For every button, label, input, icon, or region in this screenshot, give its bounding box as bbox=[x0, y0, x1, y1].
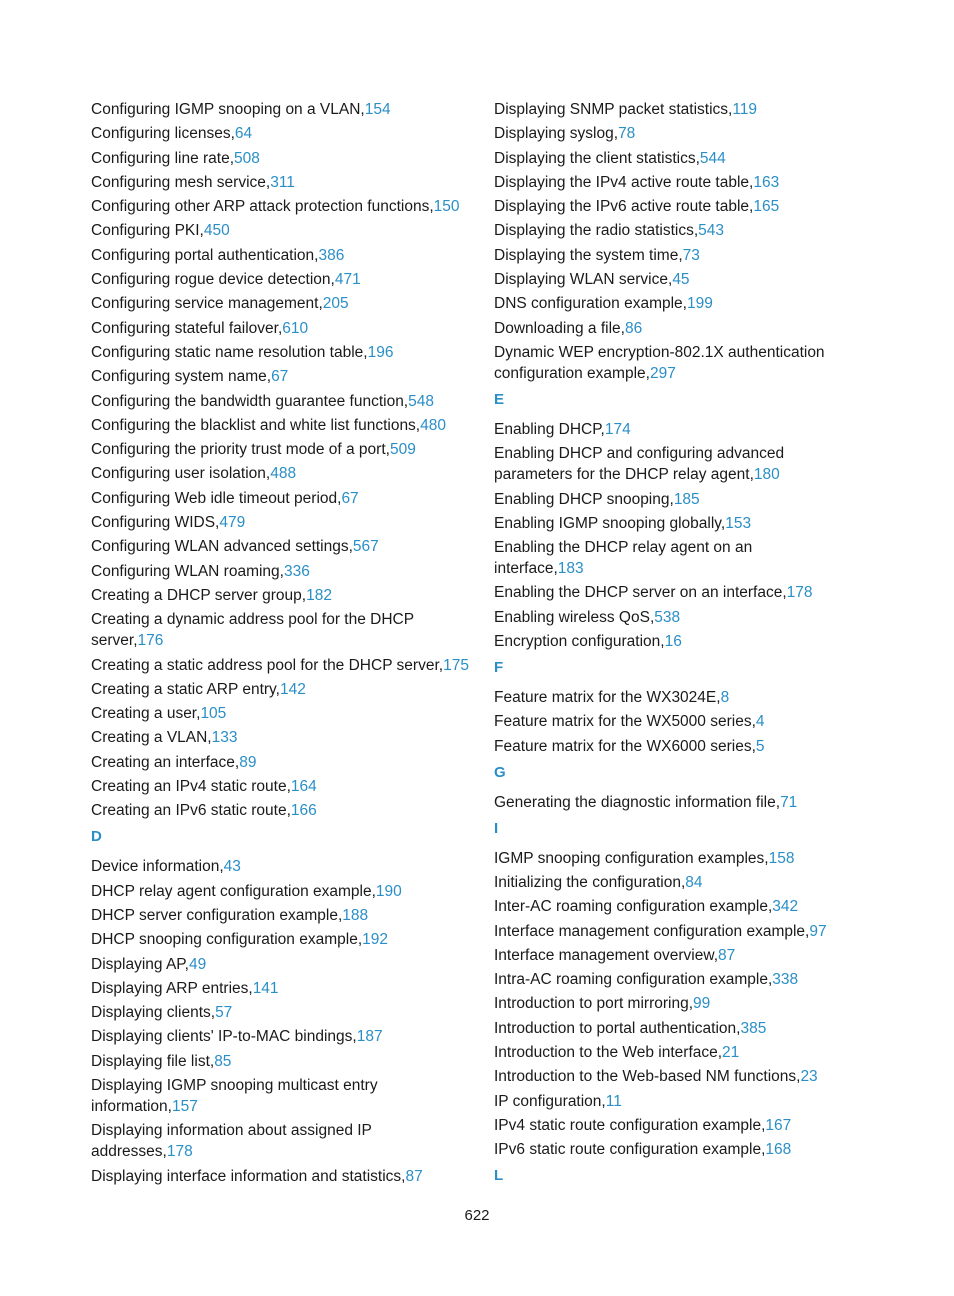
index-entry bbox=[494, 993, 839, 1014]
index-entry-text: Dynamic WEP encryption-802.1X authentication configuration example, bbox=[494, 343, 825, 382]
index-letter-heading: E bbox=[494, 390, 505, 408]
index-letter-heading: F bbox=[494, 659, 504, 677]
index-entry-text: Configuring the priority trust mode of a port, bbox=[91, 441, 390, 459]
index-entry-text: Configuring user isolation, bbox=[91, 465, 271, 483]
index-entry-page-link[interactable]: 479 bbox=[219, 514, 246, 532]
index-entry-page-link[interactable]: 71 bbox=[780, 793, 798, 811]
index-entry-page-link[interactable]: 86 bbox=[624, 319, 643, 337]
index-entry-page-link[interactable]: 450 bbox=[203, 222, 230, 240]
index-entry bbox=[91, 752, 471, 773]
index-entry-text: Enabling the DHCP relay agent on an interface, bbox=[494, 539, 753, 578]
index-entry-text: Feature matrix for the WX5000 series, bbox=[494, 713, 756, 731]
index-entry bbox=[91, 1075, 471, 1117]
index-entry bbox=[91, 609, 471, 651]
index-entry-text: Feature matrix for the WX3024E, bbox=[494, 689, 721, 707]
index-entry-page-link[interactable]: 176 bbox=[137, 632, 164, 650]
index-entry-page-link[interactable]: 133 bbox=[211, 729, 238, 747]
index-entry bbox=[494, 896, 839, 917]
index-entry bbox=[91, 881, 471, 902]
index-entry-text: Configuring portal authentication, bbox=[91, 246, 319, 264]
index-column-left bbox=[91, 99, 471, 1190]
index-entry-page-link[interactable]: 178 bbox=[786, 584, 813, 602]
index-entry-text: Introduction to the Web interface, bbox=[494, 1044, 723, 1062]
index-entry bbox=[494, 489, 839, 510]
index-entry bbox=[91, 585, 471, 606]
index-entry-page-link[interactable]: 610 bbox=[282, 319, 309, 337]
index-entry-text: Displaying the client statistics, bbox=[494, 149, 700, 167]
index-entry-text: Configuring PKI, bbox=[91, 222, 204, 240]
index-entry-page-link[interactable]: 166 bbox=[290, 802, 317, 820]
index-entry-text: Configuring the blacklist and white list functions, bbox=[91, 416, 421, 434]
index-entry bbox=[494, 607, 839, 628]
index-entry bbox=[91, 366, 471, 387]
index-entry-page-link[interactable]: 297 bbox=[649, 364, 676, 382]
index-entry-text: Creating a DHCP server group, bbox=[91, 586, 307, 604]
index-entry-page-link[interactable]: 175 bbox=[443, 656, 469, 674]
index-entry-page-link[interactable]: 150 bbox=[433, 198, 460, 216]
index-entry bbox=[494, 711, 839, 732]
index-entry bbox=[91, 1120, 471, 1162]
index-letter-heading: L bbox=[494, 1167, 504, 1185]
index-entry-text: Creating an IPv4 static route, bbox=[91, 778, 291, 796]
index-entry-page-link[interactable]: 141 bbox=[252, 979, 279, 997]
index-entry-page-link[interactable]: 196 bbox=[367, 343, 394, 361]
index-entry-page-link[interactable]: 16 bbox=[664, 633, 682, 651]
index-entry-text: IP configuration, bbox=[494, 1092, 606, 1110]
index-letter-heading: G bbox=[494, 763, 506, 781]
index-entry-page-link[interactable]: 167 bbox=[765, 1116, 792, 1134]
index-entry-page-link[interactable]: 73 bbox=[682, 246, 700, 264]
index-entry-text: Enabling DHCP, bbox=[494, 420, 605, 438]
index-entry-page-link[interactable]: 87 bbox=[718, 946, 736, 964]
index-entry-text: Introduction to port mirroring, bbox=[494, 995, 694, 1013]
index-entry bbox=[494, 1091, 839, 1112]
index-entry-page-link[interactable]: 538 bbox=[654, 608, 681, 626]
index-entry-page-link[interactable]: 5 bbox=[755, 737, 765, 755]
index-entry-text: Generating the diagnostic information file, bbox=[494, 793, 781, 811]
index-entry-text: Displaying the IPv6 active route table, bbox=[494, 198, 754, 216]
index-entry bbox=[91, 1166, 471, 1187]
index-entry-text: Enabling wireless QoS, bbox=[494, 608, 655, 626]
index-entry-text: Displaying ARP entries, bbox=[91, 979, 253, 997]
index-entry bbox=[494, 318, 839, 339]
index-entry bbox=[91, 679, 471, 700]
index-entry-page-link[interactable]: 163 bbox=[753, 173, 780, 191]
index-entry-page-link[interactable]: 11 bbox=[605, 1092, 622, 1110]
index-entry-page-link[interactable]: 509 bbox=[389, 441, 416, 459]
index-entry bbox=[494, 792, 839, 813]
index-entry bbox=[494, 123, 839, 144]
index-entry bbox=[91, 512, 471, 533]
index-entry-page-link[interactable]: 67 bbox=[341, 489, 359, 507]
index-entry bbox=[91, 856, 471, 877]
index-entry-page-link[interactable]: 97 bbox=[809, 922, 827, 940]
index-entry bbox=[91, 536, 471, 557]
index-entry-text: Encryption configuration, bbox=[494, 633, 665, 651]
index-entry-page-link[interactable]: 567 bbox=[352, 538, 379, 556]
index-entry-text: Configuring mesh service, bbox=[91, 173, 271, 191]
index-entry bbox=[494, 443, 839, 485]
index-entry bbox=[91, 954, 471, 975]
index-entry-page-link[interactable]: 4 bbox=[755, 713, 765, 731]
index-entry-page-link[interactable]: 311 bbox=[270, 173, 295, 191]
index-entry bbox=[91, 1026, 471, 1047]
index-entry bbox=[494, 269, 839, 290]
index-entry bbox=[494, 582, 839, 603]
index-entry bbox=[91, 655, 471, 676]
index-entry-text: Enabling the DHCP server on an interface, bbox=[494, 584, 787, 602]
index-entry-page-link[interactable]: 342 bbox=[772, 898, 799, 916]
index-entry-text: Feature matrix for the WX6000 series, bbox=[494, 737, 756, 755]
index-entry-page-link[interactable]: 488 bbox=[270, 465, 297, 483]
index-entry-page-link[interactable]: 45 bbox=[672, 271, 690, 289]
index-entry bbox=[494, 513, 839, 534]
index-entry-page-link[interactable]: 84 bbox=[685, 873, 703, 891]
index-entry-page-link[interactable]: 385 bbox=[740, 1019, 767, 1037]
index-entry-page-link[interactable]: 338 bbox=[772, 971, 799, 989]
index-entry-text: Interface management configuration example, bbox=[494, 922, 810, 940]
index-entry bbox=[494, 537, 839, 579]
index-entry bbox=[91, 196, 471, 217]
index-entry-page-link[interactable]: 548 bbox=[408, 392, 434, 410]
index-letter-heading: I bbox=[494, 819, 499, 837]
index-entry-text: Displaying syslog, bbox=[494, 125, 619, 143]
index-entry-text: Creating a VLAN, bbox=[91, 729, 212, 747]
index-entry bbox=[494, 1042, 839, 1063]
index-entry-text: Inter-AC roaming configuration example, bbox=[494, 898, 773, 916]
index-entry-text: Intra-AC roaming configuration example, bbox=[494, 971, 773, 989]
index-entry bbox=[494, 419, 839, 440]
index-entry bbox=[91, 929, 471, 950]
index-entry-page-link[interactable]: 23 bbox=[800, 1068, 818, 1086]
index-entry-page-link[interactable]: 182 bbox=[306, 586, 332, 604]
index-entry-page-link[interactable]: 153 bbox=[725, 514, 752, 532]
index-entry-text: Displaying SNMP packet statistics, bbox=[494, 101, 733, 118]
index-entry-page-link[interactable]: 174 bbox=[604, 420, 631, 438]
index-entry-text: Creating an IPv6 static route, bbox=[91, 802, 291, 820]
index-entry-page-link[interactable]: 471 bbox=[334, 271, 361, 289]
index-entry-page-link[interactable]: 105 bbox=[200, 705, 227, 723]
index-entry-page-link[interactable]: 67 bbox=[271, 368, 289, 386]
index-entry-text: Configuring other ARP attack protection functions, bbox=[91, 198, 434, 216]
index-column-right bbox=[494, 99, 839, 1195]
index-entry bbox=[494, 245, 839, 266]
index-entry bbox=[91, 342, 471, 363]
index-entry-page-link[interactable]: 183 bbox=[557, 560, 584, 578]
index-entry-text: Configuring system name, bbox=[91, 368, 272, 386]
index-entry bbox=[91, 905, 471, 926]
index-entry-page-link[interactable]: 154 bbox=[364, 101, 391, 118]
page-number: 622 bbox=[464, 1207, 490, 1224]
index-entry-page-link[interactable]: 178 bbox=[166, 1143, 193, 1161]
index-entry-text: Device information, bbox=[91, 858, 224, 876]
index-entry bbox=[494, 921, 839, 942]
index-entry-text: Creating a static address pool for the DHCP server, bbox=[91, 656, 444, 674]
index-entry-text: Configuring WLAN roaming, bbox=[91, 562, 284, 580]
index-entry bbox=[91, 1002, 471, 1023]
index-entry-text: Initializing the configuration, bbox=[494, 873, 686, 891]
index-entry-page-link[interactable]: 205 bbox=[322, 295, 349, 313]
index-entry-text: Configuring licenses, bbox=[91, 125, 235, 143]
index-entry-page-link[interactable]: 192 bbox=[362, 931, 388, 949]
index-entry-text: Configuring WLAN advanced settings, bbox=[91, 538, 353, 556]
index-entry-page-link[interactable]: 164 bbox=[290, 778, 317, 796]
index-entry-text: Creating a dynamic address pool for the DHCP server, bbox=[91, 611, 414, 650]
index-entry bbox=[91, 220, 471, 241]
index-entry bbox=[494, 736, 839, 757]
index-entry-text: Displaying the IPv4 active route table, bbox=[494, 173, 754, 191]
index-entry-page-link[interactable]: 336 bbox=[283, 562, 310, 580]
index-entry-text: Introduction to portal authentication, bbox=[494, 1019, 741, 1037]
index-entry-text: Configuring IGMP snooping on a VLAN, bbox=[91, 101, 365, 118]
index-entry bbox=[91, 391, 471, 412]
index-entry bbox=[91, 172, 471, 193]
index-entry bbox=[494, 1139, 839, 1160]
index-entry bbox=[494, 172, 839, 193]
index-entry bbox=[91, 293, 471, 314]
index-entry bbox=[91, 978, 471, 999]
index-entry bbox=[494, 631, 839, 652]
index-entry-page-link[interactable]: 119 bbox=[732, 101, 758, 118]
index-entry bbox=[91, 463, 471, 484]
index-entry-page-link[interactable]: 187 bbox=[356, 1028, 383, 1046]
index-entry-text: Configuring line rate, bbox=[91, 149, 235, 167]
index-entry-page-link[interactable]: 508 bbox=[234, 149, 260, 167]
index-entry bbox=[494, 687, 839, 708]
index-entry-text: DHCP server configuration example, bbox=[91, 906, 343, 924]
index-entry-text: Configuring service management, bbox=[91, 295, 323, 313]
index-entry-text: Displaying clients, bbox=[91, 1004, 216, 1022]
index-entry bbox=[91, 439, 471, 460]
index-entry-text: Displaying the radio statistics, bbox=[494, 222, 699, 240]
index-entry bbox=[494, 99, 839, 120]
index-entry-text: DHCP snooping configuration example, bbox=[91, 931, 363, 949]
index-entry bbox=[494, 945, 839, 966]
index-entry bbox=[91, 488, 471, 509]
index-entry bbox=[91, 99, 471, 120]
index-entry-page-link[interactable]: 99 bbox=[693, 995, 711, 1013]
index-entry-page-link[interactable]: 21 bbox=[722, 1044, 740, 1062]
index-entry-text: Downloading a file, bbox=[494, 319, 625, 337]
index-entry-text: Displaying AP, bbox=[91, 955, 189, 973]
index-entry-text: Enabling DHCP and configuring advanced parameters for the DHCP relay agent, bbox=[494, 445, 785, 484]
index-entry-page-link[interactable]: 43 bbox=[223, 858, 241, 876]
index-entry bbox=[494, 848, 839, 869]
index-entry-text: Configuring static name resolution table, bbox=[91, 343, 368, 361]
index-entry bbox=[494, 1066, 839, 1087]
index-entry-page-link[interactable]: 199 bbox=[687, 295, 713, 313]
index-entry bbox=[494, 148, 839, 169]
index-entry bbox=[494, 220, 839, 241]
index-entry bbox=[494, 872, 839, 893]
index-entry-text: Configuring WIDS, bbox=[91, 514, 220, 532]
index-entry-text: Displaying clients' IP-to-MAC bindings, bbox=[91, 1028, 357, 1046]
index-entry bbox=[494, 969, 839, 990]
index-entry-page-link[interactable]: 87 bbox=[405, 1167, 423, 1185]
index-entry bbox=[91, 318, 471, 339]
index-entry bbox=[494, 196, 839, 217]
index-entry-page-link[interactable]: 168 bbox=[765, 1141, 792, 1159]
index-entry-text: Enabling DHCP snooping, bbox=[494, 490, 674, 508]
index-entry bbox=[91, 1051, 471, 1072]
index-entry-page-link[interactable]: 49 bbox=[188, 955, 207, 973]
index-entry-text: Displaying interface information and statistics, bbox=[91, 1167, 406, 1185]
index-entry-text: Displaying IGMP snooping multicast entry information, bbox=[91, 1076, 378, 1115]
index-entry-page-link[interactable]: 544 bbox=[699, 149, 726, 167]
index-entry bbox=[494, 1018, 839, 1039]
index-entry bbox=[91, 415, 471, 436]
index-entry-page-link[interactable]: 543 bbox=[698, 222, 725, 240]
index-entry bbox=[91, 703, 471, 724]
index-entry-text: Interface management overview, bbox=[494, 946, 719, 964]
index-entry bbox=[91, 727, 471, 748]
index-entry-page-link[interactable]: 158 bbox=[768, 849, 795, 867]
index-entry-page-link[interactable]: 85 bbox=[214, 1052, 232, 1070]
index-entry-text: Displaying WLAN service, bbox=[494, 271, 673, 289]
index-entry-page-link[interactable]: 190 bbox=[375, 882, 402, 900]
index-entry bbox=[494, 342, 839, 384]
index-entry-page-link[interactable]: 64 bbox=[234, 125, 253, 143]
index-entry-text: Configuring Web idle timeout period, bbox=[91, 489, 342, 507]
index-entry-text: Configuring rogue device detection, bbox=[91, 271, 335, 289]
index-entry-text: Enabling IGMP snooping globally, bbox=[494, 514, 726, 532]
index-entry bbox=[91, 776, 471, 797]
index-entry-text: Displaying information about assigned IP addresses, bbox=[91, 1122, 372, 1161]
index-entry-page-link[interactable]: 188 bbox=[342, 906, 369, 924]
index-entry-page-link[interactable]: 165 bbox=[753, 198, 780, 216]
index-entry bbox=[91, 269, 471, 290]
index-entry-text: Configuring the bandwidth guarantee function, bbox=[91, 392, 409, 410]
index-entry-text: IPv4 static route configuration example, bbox=[494, 1116, 766, 1134]
index-entry bbox=[91, 245, 471, 266]
index-entry-page-link[interactable]: 142 bbox=[279, 680, 306, 698]
index-entry-page-link[interactable]: 480 bbox=[420, 416, 446, 434]
index-entry-text: Displaying file list, bbox=[91, 1052, 215, 1070]
index-entry-text: DHCP relay agent configuration example, bbox=[91, 882, 376, 900]
index-entry-text: Configuring stateful failover, bbox=[91, 319, 283, 337]
index-entry bbox=[91, 561, 471, 582]
index-letter-heading: D bbox=[91, 828, 102, 846]
index-entry-text: Creating an interface, bbox=[91, 753, 240, 771]
index-entry bbox=[91, 148, 471, 169]
index-entry-page-link[interactable]: 89 bbox=[239, 753, 257, 771]
index-entry-page-link[interactable]: 185 bbox=[673, 490, 700, 508]
index-entry-page-link[interactable]: 78 bbox=[618, 125, 636, 143]
index-entry bbox=[494, 293, 839, 314]
index-entry bbox=[494, 1115, 839, 1136]
index-entry-page-link[interactable]: 157 bbox=[171, 1097, 198, 1115]
index-entry-page-link[interactable]: 180 bbox=[753, 466, 780, 484]
index-entry bbox=[91, 123, 471, 144]
index-entry-text: IPv6 static route configuration example, bbox=[494, 1141, 766, 1159]
index-entry-text: DNS configuration example, bbox=[494, 295, 687, 313]
index-entry-page-link[interactable]: 386 bbox=[318, 246, 345, 264]
index-entry-text: IGMP snooping configuration examples, bbox=[494, 849, 769, 867]
index-entry-text: Displaying the system time, bbox=[494, 246, 683, 264]
index-entry-page-link[interactable]: 57 bbox=[215, 1004, 233, 1022]
index-entry-text: Introduction to the Web-based NM functions, bbox=[494, 1068, 801, 1086]
index-entry-text: Creating a static ARP entry, bbox=[91, 680, 280, 698]
index-entry-text: Creating a user, bbox=[91, 705, 201, 723]
index-entry-page-link[interactable]: 8 bbox=[720, 689, 730, 707]
index-entry bbox=[91, 800, 471, 821]
